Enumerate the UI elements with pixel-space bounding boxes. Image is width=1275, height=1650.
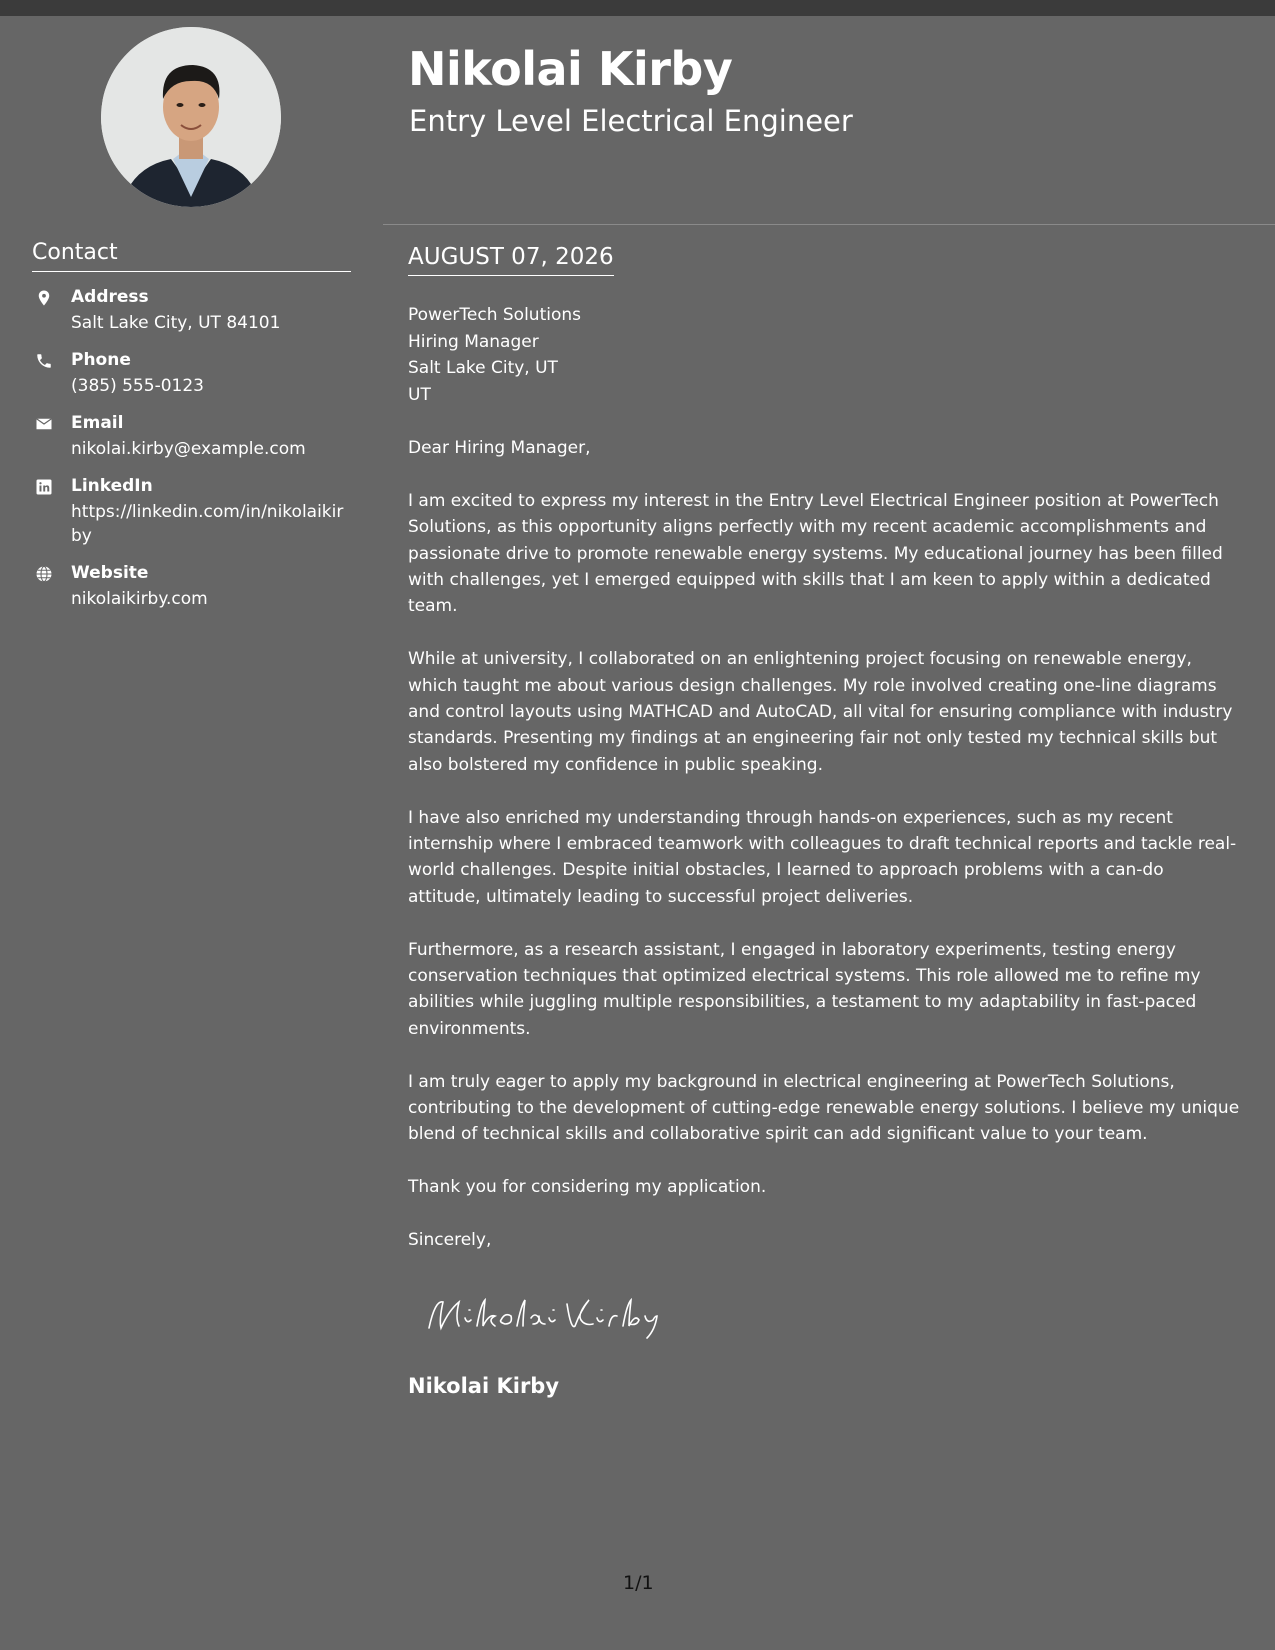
salutation: Dear Hiring Manager,: [408, 438, 591, 458]
profile-photo: [101, 27, 281, 207]
globe-icon: [35, 565, 53, 583]
contact-value: nikolai.kirby@example.com: [71, 439, 306, 459]
contact-label: Website: [71, 563, 149, 583]
contact-heading: Contact: [32, 240, 351, 272]
body-paragraph: I am truly eager to apply my background in electrical engineering at PowerTech Solutions, contributing to the development of cutting-edge renewable energy solutions. I believe my unique blend of technical skills and collaborative spirit can add significant value to your team.: [408, 1071, 1240, 1145]
body-paragraph: Furthermore, as a research assistant, I engaged in laboratory experiments, testing energy conservation techniques that optimized electrical systems. This role allowed me to refine my abilities while juggling multiple responsibilities, a testament to my adaptability in fast-paced environments.: [408, 939, 1201, 1039]
recipient-line: UT: [408, 384, 431, 405]
contact-label: LinkedIn: [71, 476, 153, 496]
recipient-line: Hiring Manager: [408, 331, 539, 352]
applicant-name: Nikolai Kirby: [408, 42, 733, 96]
linkedin-icon: [35, 478, 53, 496]
contact-value[interactable]: nikolaikirby.com: [71, 589, 208, 609]
handwritten-signature: [425, 1290, 665, 1340]
email-icon: [35, 415, 53, 433]
letter-body: [408, 435, 1240, 1227]
letter-date: AUGUST 07, 2026: [408, 244, 614, 276]
body-paragraph: While at university, I collaborated on an enlightening project focusing on renewable energy, which taught me about various design challenges. My role involved creating one-line diagrams and control layouts using MATHCAD and AutoCAD, all vital for ensuring compliance with industry standards. Presenting my findings at an engineering fair not only tested my technical skills but also bolstered my confidence in public speaking.: [408, 649, 1233, 775]
contact-value: Salt Lake City, UT 84101: [71, 313, 281, 333]
body-paragraph: Thank you for considering my application.: [408, 1177, 767, 1198]
contact-label: Address: [71, 287, 149, 307]
contact-value[interactable]: https://linkedin.com/in/nikolaikirby: [71, 502, 344, 546]
body-paragraph: I have also enriched my understanding through hands-on experiences, such as my recent internship where I embraced teamwork with colleagues to draft technical reports and tackle real-world challenges. Despite initial obstacles, I learned to approach problems with a can-do attitude, ultimately leading to successful project deliveries.: [408, 807, 1237, 907]
job-title: Entry Level Electrical Engineer: [409, 104, 853, 138]
page-number: 1/1: [623, 1572, 654, 1594]
contact-label: Email: [71, 413, 124, 433]
contact-value: (385) 555-0123: [71, 376, 204, 396]
closing: Sincerely,: [408, 1230, 492, 1250]
recipient-block: [408, 302, 581, 408]
recipient-line: Salt Lake City, UT: [408, 358, 558, 378]
top-bar: [0, 0, 1275, 16]
contact-label: Phone: [71, 350, 131, 370]
location-pin-icon: [35, 289, 53, 307]
phone-icon: [35, 352, 53, 370]
body-paragraph: I am excited to express my interest in the Entry Level Electrical Engineer position at PowerTech Solutions, as this opportunity aligns perfectly with my recent academic accomplishments and passionate drive to promote renewable energy systems. My educational journey has been filled with challenges, yet I emerged equipped with skills that I am keen to apply within a dedicated team.: [408, 490, 1223, 617]
recipient-line: PowerTech Solutions: [408, 305, 581, 325]
signer-name: Nikolai Kirby: [408, 1374, 560, 1398]
header-divider: [383, 224, 1275, 225]
